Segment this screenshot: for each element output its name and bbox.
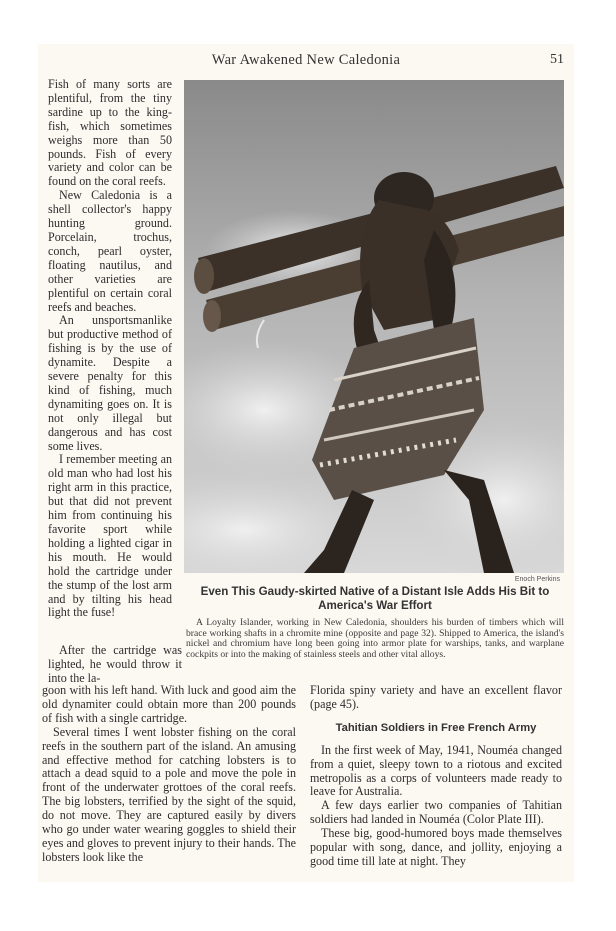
bottom-right-column bbox=[310, 684, 562, 869]
paragraph-may-1941: In the first week of May, 1941, Nouméa changed from a quiet, sleepy town to a riotous and excited metropolis as a corps of volunteers made ready to leave for Australia. bbox=[310, 742, 562, 799]
paragraph-cartridge: After the cartridge was lighted, he would throw it into the la- bbox=[48, 643, 182, 685]
paragraph-continuation-left: goon with his left hand. With luck and good aim the old dynamiter could obtain more than 200 pounds of fish with a single cartridge. bbox=[42, 683, 296, 725]
running-title: War Awakened New Caledonia bbox=[211, 52, 401, 68]
paragraph-fish: Fish of many sorts are plentiful, from the tiny sardine up to the king-fish, which sometimes weighs more than 50 pounds. Fish of every variety and color can be found on the coral reefs. bbox=[48, 77, 172, 189]
paragraph-good-humored: These big, good-humored boys made themselves popular with song, dance, and jollity, enjoying a good time till late at night. They bbox=[310, 826, 562, 868]
native-carrying-timbers-photo bbox=[184, 80, 564, 573]
photo-credit: Enoch Perkins bbox=[514, 576, 560, 583]
paragraph-tahitian-companies: A few days earlier two companies of Tahitian soldiers had landed in Nouméa (Color Plate III). bbox=[310, 798, 562, 827]
bottom-left-column bbox=[42, 684, 296, 865]
left-column-text bbox=[48, 78, 172, 620]
caption-title: Even This Gaudy-skirted Native of a Distant Isle Adds His Bit to America's War Effort bbox=[200, 585, 550, 612]
paragraph-shells: New Caledonia is a shell collector's happy hunting ground. Porcelain, trochus, conch, pearl oyster, floating nautilus, and other varieties are plentiful on certain coral reefs and beaches. bbox=[48, 188, 172, 314]
paragraph-old-man: I remember meeting an old man who had lost his right arm in this practice, but that did not prevent him from continuing his favorite sport while holding a lighted cigar in his mouth. He would hold the cartridge under the stump of the lost arm and by tilting his head light the fuse! bbox=[48, 452, 172, 620]
page-header bbox=[38, 52, 574, 70]
paragraph-lobster: Several times I went lobster fishing on the coral reefs in the southern part of the island. An amusing and effective method for catching lobsters is to attach a dead squid to a pole and move the pole in front of the underwater grottoes of the coral reefs. The big lobsters, terrified by the sight of the squid, do not move. They are captured easily by divers who go under water wearing goggles to shield their eyes and gloves to prevent injury to their hands. The lobsters look like the bbox=[42, 724, 296, 864]
section-heading: Tahitian Soldiers in Free French Army bbox=[335, 721, 537, 734]
left-column-lower-text bbox=[48, 644, 182, 686]
paragraph-dynamite: An unsportsmanlike but productive method of fishing is by the use of dynamite. Despite a severe penalty for this kind of fishing, much dynamiting goes on. It is not only illegal but dangerous and has cost some lives. bbox=[48, 313, 172, 453]
caption-body: A Loyalty Islander, working in New Caledonia, shoulders his burden of timbers which will brace working shafts in a chromite mine (opposite and page 32). Shipped to America, the island's nickel and chromium have long been going into armor plate for warships, tanks, and warplane cockpits or into the making of stainless steels and other vital alloys. bbox=[186, 617, 564, 660]
page-number: 51 bbox=[550, 52, 564, 67]
paragraph-continuation-right: Florida spiny variety and have an excellent flavor (page 45). bbox=[310, 683, 562, 711]
